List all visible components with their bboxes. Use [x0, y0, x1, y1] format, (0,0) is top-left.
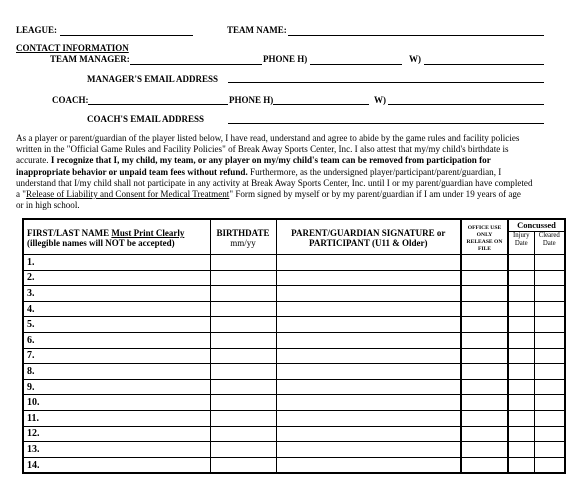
office-use-cell[interactable] — [461, 364, 508, 380]
office-use-cell[interactable] — [461, 317, 508, 333]
office-use-column-header — [461, 219, 508, 255]
cleared-date-cell[interactable] — [534, 286, 565, 302]
cleared-date-cell[interactable] — [534, 270, 565, 286]
injury-date-cell[interactable] — [508, 332, 534, 348]
contact-info-heading: CONTACT INFORMATION — [16, 43, 129, 53]
injury-header-text: Date — [514, 240, 528, 247]
signature-cell[interactable] — [276, 442, 461, 458]
office-use-cell[interactable] — [461, 442, 508, 458]
manager-email-field[interactable] — [228, 82, 544, 83]
signature-cell[interactable] — [276, 255, 461, 271]
league-field[interactable] — [60, 35, 193, 36]
office-use-cell[interactable] — [461, 332, 508, 348]
table-row — [23, 426, 565, 442]
signature-header-text: PARENT/GUARDIAN SIGNATURE or — [291, 228, 446, 238]
office-use-cell[interactable] — [461, 410, 508, 426]
signature-cell[interactable] — [276, 286, 461, 302]
cleared-date-cell[interactable] — [534, 395, 565, 411]
player-name-cell[interactable]: 1. — [23, 255, 210, 271]
signature-cell[interactable] — [276, 270, 461, 286]
player-name-cell[interactable]: 8. — [23, 364, 210, 380]
agreement-line — [16, 167, 576, 178]
table-row — [23, 317, 565, 333]
injury-date-column-header — [508, 232, 534, 255]
agreement-bold-text: I recognize that I, my child, my team, or any player on my/my child's team can be removed from participation for — [50, 155, 491, 166]
cleared-date-cell[interactable] — [534, 255, 565, 271]
table-row — [23, 410, 565, 426]
player-name-cell[interactable]: 5. — [23, 317, 210, 333]
signature-cell[interactable] — [276, 457, 461, 473]
birthdate-cell[interactable] — [210, 426, 276, 442]
player-name-cell[interactable]: 7. — [23, 348, 210, 364]
agreement-text: Furthermore, as the undersigned player/participant/parent/guardian, I — [247, 166, 502, 177]
birthdate-cell[interactable] — [210, 332, 276, 348]
agreement-paragraph — [16, 133, 576, 211]
office-use-cell[interactable] — [461, 457, 508, 473]
table-row — [23, 286, 565, 302]
player-name-cell[interactable]: 13. — [23, 442, 210, 458]
cleared-date-cell[interactable] — [534, 442, 565, 458]
player-name-cell[interactable]: 6. — [23, 332, 210, 348]
player-name-cell[interactable]: 4. — [23, 301, 210, 317]
coach-email-label: COACH'S EMAIL ADDRESS — [87, 114, 205, 124]
cleared-date-cell[interactable] — [534, 348, 565, 364]
agreement-text: " Form signed by myself or by my parent/guardian if I am under 19 years of age — [229, 188, 521, 199]
table-row — [23, 255, 565, 271]
office-use-cell[interactable] — [461, 426, 508, 442]
name-header-emphasis: Must Print Clearly — [111, 228, 185, 238]
birthdate-cell[interactable] — [210, 457, 276, 473]
cleared-date-cell[interactable] — [534, 317, 565, 333]
cleared-date-cell[interactable] — [534, 410, 565, 426]
cleared-date-cell[interactable] — [534, 457, 565, 473]
office-use-cell[interactable] — [461, 301, 508, 317]
table-row — [23, 332, 565, 348]
birthdate-format: mm/yy — [230, 238, 256, 248]
signature-header-note: PARTICIPANT (U11 & Older) — [309, 238, 428, 248]
team-name-field[interactable] — [288, 35, 544, 36]
table-row — [23, 301, 565, 317]
signature-cell[interactable] — [276, 395, 461, 411]
coach-label: COACH: — [52, 95, 89, 105]
player-name-cell[interactable]: 14. — [23, 457, 210, 473]
manager-phone-h-label: PHONE H) — [263, 54, 308, 64]
agreement-line — [16, 189, 576, 200]
cleared-header-text: Cleared — [538, 232, 560, 239]
team-manager-field[interactable] — [130, 64, 262, 65]
agreement-bold-text: inappropriate behavior or unpaid team fees without refund. — [16, 166, 248, 177]
office-use-cell[interactable] — [461, 270, 508, 286]
injury-date-cell[interactable] — [508, 379, 534, 395]
table-row — [23, 348, 565, 364]
signature-cell[interactable] — [276, 364, 461, 380]
office-use-cell[interactable] — [461, 379, 508, 395]
team-manager-label: TEAM MANAGER: — [50, 54, 130, 64]
manager-phone-w-field[interactable] — [424, 64, 544, 65]
player-name-cell[interactable]: 9. — [23, 379, 210, 395]
signature-cell[interactable] — [276, 379, 461, 395]
birthdate-cell[interactable] — [210, 348, 276, 364]
birthdate-header-text: BIRTHDATE — [216, 228, 270, 238]
injury-date-cell[interactable] — [508, 457, 534, 473]
birthdate-cell[interactable] — [210, 395, 276, 411]
table-row — [23, 457, 565, 473]
birthdate-cell[interactable] — [210, 270, 276, 286]
signature-cell[interactable] — [276, 348, 461, 364]
coach-phone-h-field[interactable] — [273, 104, 369, 105]
name-header-text: FIRST/LAST NAME — [27, 228, 112, 238]
table-row — [23, 395, 565, 411]
injury-date-cell[interactable] — [508, 364, 534, 380]
coach-email-field[interactable] — [228, 123, 544, 124]
birthdate-cell[interactable] — [210, 364, 276, 380]
name-column-header — [23, 219, 210, 255]
injury-date-cell[interactable] — [508, 255, 534, 271]
roster-table — [22, 218, 566, 474]
cleared-date-cell[interactable] — [534, 426, 565, 442]
office-use-cell[interactable] — [461, 286, 508, 302]
signature-cell[interactable] — [276, 301, 461, 317]
birthdate-cell[interactable] — [210, 255, 276, 271]
injury-date-cell[interactable] — [508, 442, 534, 458]
birthdate-column-header — [210, 219, 276, 255]
cleared-date-cell[interactable] — [534, 301, 565, 317]
agreement-text: a " — [16, 188, 27, 199]
cleared-header-text: Date — [542, 240, 556, 247]
injury-date-cell[interactable] — [508, 348, 534, 364]
table-row — [23, 364, 565, 380]
manager-email-label: MANAGER'S EMAIL ADDRESS — [87, 74, 219, 84]
table-row — [23, 270, 565, 286]
coach-phone-w-label: W) — [374, 95, 386, 105]
injury-header-text: Injury — [512, 232, 530, 239]
player-name-cell[interactable]: 3. — [23, 286, 210, 302]
coach-phone-h-label: PHONE H) — [229, 95, 274, 105]
birthdate-cell[interactable] — [210, 379, 276, 395]
player-name-cell[interactable]: 10. — [23, 395, 210, 411]
birthdate-cell[interactable] — [210, 286, 276, 302]
birthdate-cell[interactable] — [210, 301, 276, 317]
agreement-text: accurate. — [16, 155, 51, 166]
agreement-line: As a player or parent/guardian of the player listed below, I have read, understand and agree to abide by the game rules and facility policies — [16, 133, 520, 143]
manager-phone-w-label: W) — [409, 54, 421, 64]
office-header-text: FILE — [477, 246, 492, 252]
cleared-date-cell[interactable] — [534, 379, 565, 395]
cleared-date-cell[interactable] — [534, 364, 565, 380]
release-form-link[interactable]: Release of Liability and Consent for Medical Treatment — [26, 188, 230, 199]
office-header-text: OFFICE USE — [467, 225, 502, 231]
signature-cell[interactable] — [276, 410, 461, 426]
table-row — [23, 379, 565, 395]
table-row — [23, 442, 565, 458]
office-header-text: RELEASE ON — [466, 239, 503, 245]
name-header-note: (illegible names will NOT be accepted) — [27, 238, 175, 248]
injury-date-cell[interactable] — [508, 270, 534, 286]
office-use-cell[interactable] — [461, 348, 508, 364]
agreement-line — [16, 155, 576, 166]
team-name-label: TEAM NAME: — [227, 25, 287, 35]
birthdate-cell[interactable] — [210, 317, 276, 333]
cleared-date-column-header — [534, 232, 565, 255]
office-use-cell[interactable] — [461, 255, 508, 271]
injury-date-cell[interactable] — [508, 410, 534, 426]
injury-date-cell[interactable] — [508, 395, 534, 411]
player-name-cell[interactable]: 11. — [23, 410, 210, 426]
coach-field[interactable] — [88, 104, 228, 105]
concussed-column-header: Concussed — [508, 219, 565, 232]
injury-date-cell[interactable] — [508, 301, 534, 317]
signature-cell[interactable] — [276, 317, 461, 333]
signature-cell[interactable] — [276, 332, 461, 348]
signature-column-header — [276, 219, 461, 255]
injury-date-cell[interactable] — [508, 286, 534, 302]
agreement-line: understand that I/my child shall not participate in any activity at Break Away Sports Center, Inc. until I or my parent/guardian have completed — [16, 177, 533, 188]
cleared-date-cell[interactable] — [534, 332, 565, 348]
player-name-cell[interactable]: 12. — [23, 426, 210, 442]
injury-date-cell[interactable] — [508, 317, 534, 333]
coach-phone-w-field[interactable] — [388, 104, 544, 105]
player-name-cell[interactable]: 2. — [23, 270, 210, 286]
office-header-text: ONLY — [476, 232, 493, 238]
office-use-cell[interactable] — [461, 395, 508, 411]
birthdate-cell[interactable] — [210, 442, 276, 458]
agreement-line: or in high school. — [16, 200, 80, 211]
signature-cell[interactable] — [276, 426, 461, 442]
birthdate-cell[interactable] — [210, 410, 276, 426]
manager-phone-h-field[interactable] — [310, 64, 402, 65]
injury-date-cell[interactable] — [508, 426, 534, 442]
league-label: LEAGUE: — [16, 25, 58, 35]
agreement-line: written in the "Official Game Rules and Facility Policies" of Break Away Sports Center, Inc. I also attest that my/my child's birthdate is — [16, 144, 509, 155]
